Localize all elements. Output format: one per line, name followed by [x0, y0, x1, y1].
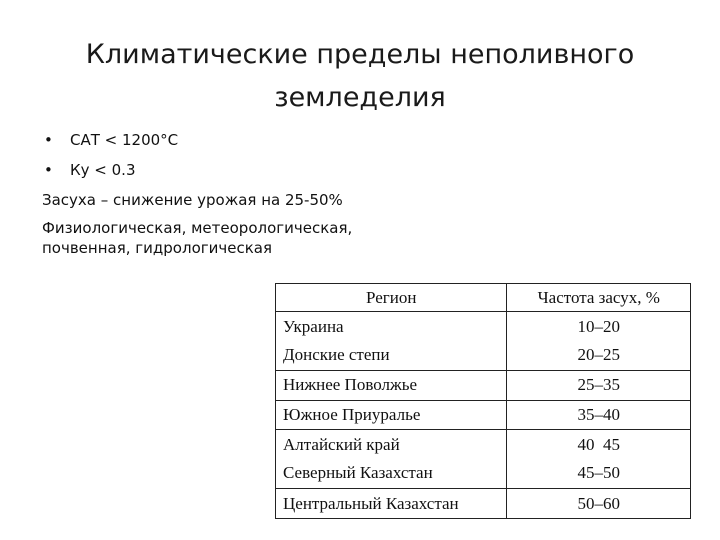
frequency-value: 45–50 — [577, 463, 620, 483]
frequency-cell — [507, 370, 691, 400]
region-name: Украина — [283, 316, 344, 336]
bullet-icon: • — [44, 131, 53, 149]
drought-definition: Засуха – снижение урожая на 25-50% — [42, 191, 343, 209]
frequency-value: 40 45 — [577, 435, 620, 455]
drought-frequency-table — [275, 283, 691, 519]
region-name: Алтайский край — [283, 435, 400, 455]
column-header-region: Регион — [276, 284, 507, 312]
table-row — [276, 489, 691, 519]
table-header-row — [276, 284, 691, 312]
bullet-list — [42, 130, 462, 258]
frequency-cell — [507, 430, 691, 489]
frequency-value: 10–20 — [577, 316, 620, 336]
region-cell — [276, 489, 507, 519]
frequency-value: 25–35 — [577, 375, 620, 395]
region-cell — [276, 430, 507, 489]
frequency-value: 35–40 — [577, 404, 620, 424]
frequency-cell — [507, 489, 691, 519]
slide-title: Климатические пределы неполивного земледелия — [85, 39, 635, 113]
region-name: Центральный Казахстан — [283, 493, 459, 513]
bullet-text: САТ < 1200°С — [70, 131, 179, 149]
frequency-cell — [507, 400, 691, 430]
region-table — [275, 283, 691, 519]
drought-types-line: Физиологическая, метеорологическая, — [42, 219, 353, 237]
bullet-item — [42, 160, 462, 180]
region-cell — [276, 312, 507, 371]
table-row — [276, 430, 691, 489]
frequency-value: 50–60 — [577, 493, 620, 513]
table-row — [276, 312, 691, 371]
drought-types-line: почвенная, гидрологическая — [42, 239, 272, 257]
table-row — [276, 370, 691, 400]
table-row — [276, 400, 691, 430]
region-cell — [276, 400, 507, 430]
region-name: Донские степи — [283, 344, 390, 364]
bullet-text: Ку < 0.3 — [70, 161, 136, 179]
column-header-frequency: Частота засух, % — [507, 284, 691, 312]
frequency-value: 20–25 — [577, 344, 620, 364]
region-cell — [276, 370, 507, 400]
bullet-icon: • — [44, 161, 53, 179]
frequency-cell — [507, 312, 691, 371]
region-name: Нижнее Поволжье — [283, 375, 418, 395]
bullet-item — [42, 130, 462, 150]
region-name: Южное Приуралье — [283, 404, 421, 424]
drought-types — [42, 218, 462, 258]
region-name: Северный Казахстан — [283, 463, 433, 483]
